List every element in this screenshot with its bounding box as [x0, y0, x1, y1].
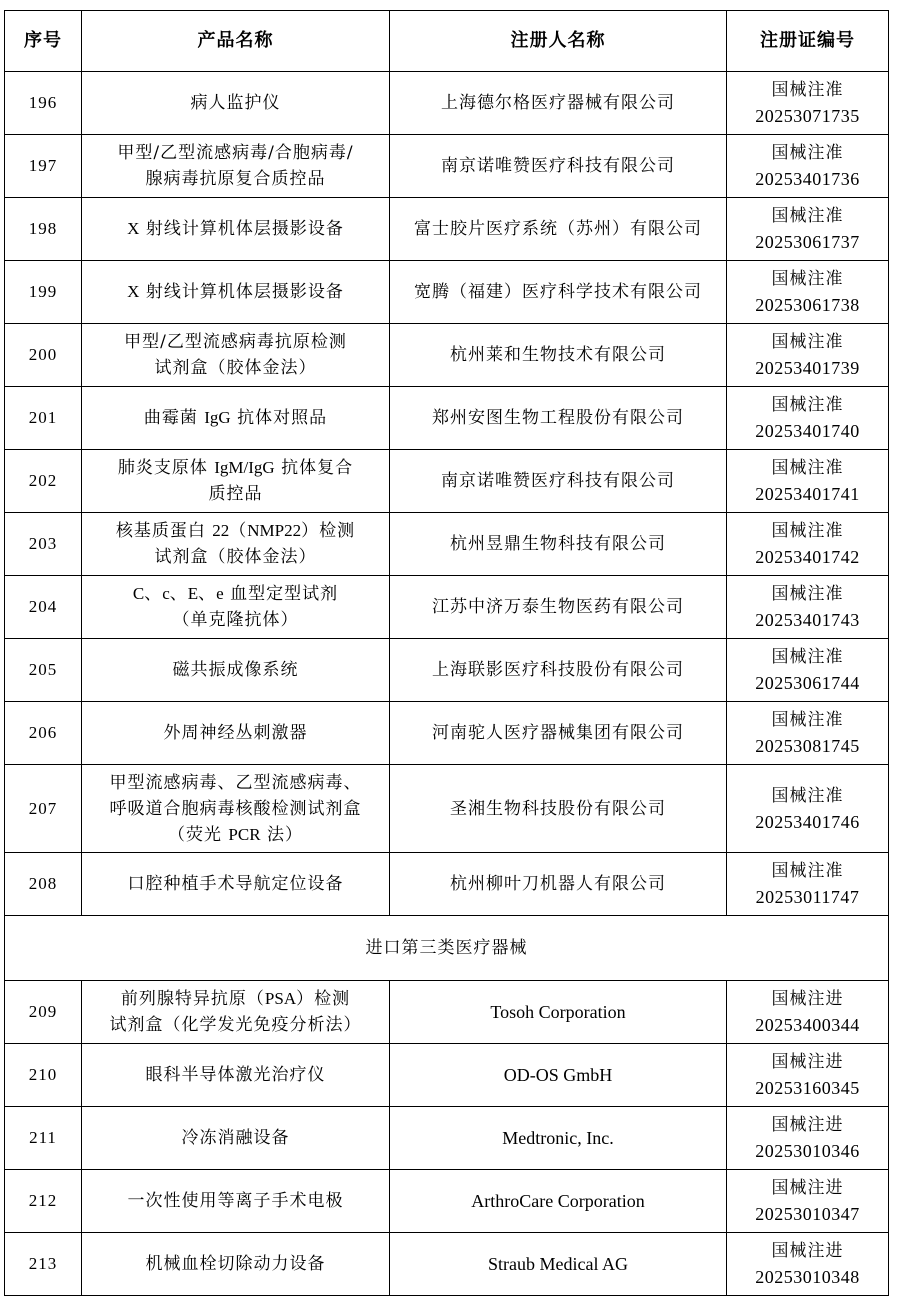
registration-table [4, 10, 889, 1296]
product-line: 甲型/乙型流感病毒抗原检测 [124, 332, 347, 352]
cert-prefix: 国械注准 [771, 647, 844, 667]
table-row [5, 765, 889, 853]
table-row [5, 198, 889, 261]
cert-prefix: 国械注准 [771, 521, 844, 541]
row-registrant: 江苏中济万泰生物医药有限公司 [390, 576, 727, 639]
latin-run: E [187, 584, 199, 603]
registrant-name: Medtronic, Inc. [502, 1127, 614, 1148]
product-line: 病人监护仪 [190, 93, 281, 113]
row-cert [727, 1233, 889, 1296]
cert-prefix: 国械注准 [771, 269, 844, 289]
row-cert [727, 1107, 889, 1170]
row-product [82, 639, 390, 702]
row-product [82, 1170, 390, 1233]
product-line: 腺病毒抗原复合质控品 [145, 169, 326, 189]
row-product [82, 261, 390, 324]
latin-run: PCR [228, 824, 261, 844]
row-registrant [390, 1170, 727, 1233]
row-product [82, 1044, 390, 1107]
row-product [82, 576, 390, 639]
registrant-name: ArthroCare Corporation [471, 1190, 645, 1211]
row-product [82, 765, 390, 853]
row-cert [727, 450, 889, 513]
header-row [5, 11, 889, 72]
row-product [82, 513, 390, 576]
row-seq: 209 [5, 981, 82, 1044]
cert-code: 20253010347 [755, 1204, 860, 1224]
cert-prefix: 国械注准 [771, 80, 844, 100]
table-row [5, 324, 889, 387]
table-row [5, 576, 889, 639]
latin-run: IgM/IgG [214, 458, 275, 477]
product-line: 眼科半导体激光治疗仪 [145, 1065, 326, 1085]
product-line: X 射线计算机体层摄影设备 [127, 282, 344, 302]
cert-code: 20253071735 [755, 106, 860, 126]
row-registrant: 南京诺唯赞医疗科技有限公司 [390, 135, 727, 198]
row-registrant: 富士胶片医疗系统（苏州）有限公司 [390, 198, 727, 261]
product-line: 试剂盒（化学发光免疫分析法） [109, 1015, 362, 1035]
row-registrant: 圣湘生物科技股份有限公司 [390, 765, 727, 853]
cert-prefix: 国械注进 [771, 1178, 844, 1198]
cert-code: 20253061738 [755, 295, 860, 315]
cert-prefix: 国械注准 [771, 143, 844, 163]
product-line: X 射线计算机体层摄影设备 [127, 219, 344, 239]
row-seq: 212 [5, 1170, 82, 1233]
cert-code: 20253160345 [755, 1078, 860, 1098]
product-line: 一次性使用等离子手术电极 [127, 1191, 344, 1211]
row-seq: 208 [5, 853, 82, 916]
cert-code: 20253401743 [755, 610, 860, 630]
section-row [5, 916, 889, 981]
row-seq: 197 [5, 135, 82, 198]
header-registrant: 注册人名称 [390, 11, 727, 72]
row-product [82, 450, 390, 513]
cert-code: 20253401746 [755, 811, 860, 832]
row-cert [727, 324, 889, 387]
row-seq: 200 [5, 324, 82, 387]
row-seq: 204 [5, 576, 82, 639]
cert-prefix: 国械注准 [771, 584, 844, 604]
cert-code: 20253401742 [755, 547, 860, 567]
product-line: 机械血栓切除动力设备 [145, 1254, 326, 1274]
row-registrant: 宽腾（福建）医疗科学技术有限公司 [390, 261, 727, 324]
latin-run: 22 [212, 521, 230, 540]
row-registrant: 杭州柳叶刀机器人有限公司 [390, 853, 727, 916]
cert-code: 20253400344 [755, 1015, 860, 1035]
row-cert [727, 1044, 889, 1107]
table-row [5, 450, 889, 513]
row-product [82, 324, 390, 387]
cert-code: 20253061737 [755, 232, 860, 252]
row-cert [727, 765, 889, 853]
registrant-name: Straub Medical AG [488, 1253, 628, 1274]
latin-run: C [132, 584, 145, 603]
latin-run: X [127, 219, 140, 238]
row-cert [727, 261, 889, 324]
row-cert [727, 72, 889, 135]
latin-run: PSA [264, 989, 297, 1008]
latin-run: e [216, 584, 224, 603]
table-row [5, 853, 889, 916]
header-seq: 序号 [5, 11, 82, 72]
cert-code: 20253401739 [755, 358, 860, 378]
cert-code: 20253061744 [755, 673, 860, 693]
header-cert: 注册证编号 [727, 11, 889, 72]
row-product [82, 387, 390, 450]
row-seq: 202 [5, 450, 82, 513]
cert-prefix: 国械注进 [771, 1115, 844, 1135]
row-registrant [390, 1233, 727, 1296]
row-registrant: 南京诺唯赞医疗科技有限公司 [390, 450, 727, 513]
row-cert [727, 135, 889, 198]
product-line: （荧光 PCR 法） [168, 824, 303, 845]
row-seq: 213 [5, 1233, 82, 1296]
row-cert [727, 198, 889, 261]
row-cert [727, 387, 889, 450]
header-product: 产品名称 [82, 11, 390, 72]
product-line: 呼吸道合胞病毒核酸检测试剂盒 [109, 798, 362, 819]
cert-prefix: 国械注进 [771, 1052, 844, 1072]
row-product [82, 1107, 390, 1170]
row-seq: 196 [5, 72, 82, 135]
product-line: 甲型流感病毒、乙型流感病毒、 [109, 772, 362, 793]
row-seq: 199 [5, 261, 82, 324]
domestic-section [5, 72, 889, 916]
row-registrant [390, 1107, 727, 1170]
product-line: 冷冻消融设备 [181, 1128, 290, 1148]
product-line: 核基质蛋白 22（NMP22）检测 [115, 521, 356, 541]
cert-prefix: 国械注准 [771, 458, 844, 478]
row-product [82, 981, 390, 1044]
latin-run: X [127, 282, 140, 301]
row-cert [727, 639, 889, 702]
row-cert [727, 576, 889, 639]
product-line: 肺炎支原体 IgM/IgG 抗体复合 [117, 458, 354, 478]
row-product [82, 135, 390, 198]
product-line: 口腔种植手术导航定位设备 [127, 874, 344, 894]
cert-code: 20253010346 [755, 1141, 860, 1161]
row-cert [727, 1170, 889, 1233]
cert-prefix: 国械注进 [771, 1241, 844, 1261]
row-seq: 210 [5, 1044, 82, 1107]
import-section-header [5, 916, 889, 981]
cert-code: 20253011747 [755, 887, 860, 907]
cert-code: 20253401736 [755, 169, 860, 189]
row-seq: 201 [5, 387, 82, 450]
cert-prefix: 国械注准 [771, 861, 844, 881]
cert-prefix: 国械注准 [771, 785, 844, 806]
row-product [82, 853, 390, 916]
row-seq: 205 [5, 639, 82, 702]
product-line: 甲型/乙型流感病毒/合胞病毒/ [117, 143, 354, 163]
cert-prefix: 国械注准 [771, 332, 844, 352]
product-line: 曲霉菌 IgG 抗体对照品 [143, 408, 328, 428]
row-product [82, 702, 390, 765]
table-row [5, 981, 889, 1044]
row-seq: 206 [5, 702, 82, 765]
cert-prefix: 国械注准 [771, 710, 844, 730]
row-seq: 198 [5, 198, 82, 261]
product-line: （单克隆抗体） [172, 610, 299, 630]
row-registrant: 上海联影医疗科技股份有限公司 [390, 639, 727, 702]
row-registrant: 杭州莱和生物技术有限公司 [390, 324, 727, 387]
cert-prefix: 国械注准 [771, 395, 844, 415]
row-cert [727, 702, 889, 765]
row-cert [727, 981, 889, 1044]
table-row [5, 1170, 889, 1233]
import-section [5, 981, 889, 1296]
row-product [82, 72, 390, 135]
row-seq: 211 [5, 1107, 82, 1170]
row-seq: 203 [5, 513, 82, 576]
row-registrant: 河南驼人医疗器械集团有限公司 [390, 702, 727, 765]
latin-run: IgG [204, 408, 231, 427]
row-registrant [390, 1044, 727, 1107]
registrant-name: Tosoh Corporation [490, 1001, 626, 1022]
row-registrant: 郑州安图生物工程股份有限公司 [390, 387, 727, 450]
table-row [5, 72, 889, 135]
latin-run: c [162, 584, 170, 603]
table-row [5, 702, 889, 765]
product-line: C、c、E、e 血型定型试剂 [132, 584, 339, 604]
product-line: 外周神经丛刺激器 [163, 723, 308, 743]
cert-code: 20253401740 [755, 421, 860, 441]
table-row [5, 135, 889, 198]
table-row [5, 639, 889, 702]
product-line: 前列腺特异抗原（PSA）检测 [120, 989, 351, 1009]
row-product [82, 1233, 390, 1296]
cert-code: 20253081745 [755, 736, 860, 756]
table-row [5, 1107, 889, 1170]
row-registrant: 杭州昱鼎生物科技有限公司 [390, 513, 727, 576]
table-row [5, 1044, 889, 1107]
table-row [5, 261, 889, 324]
row-seq: 207 [5, 765, 82, 853]
row-cert [727, 513, 889, 576]
table-row [5, 1233, 889, 1296]
product-line: 质控品 [208, 484, 263, 504]
cert-code: 20253010348 [755, 1267, 860, 1287]
table-row [5, 387, 889, 450]
row-cert [727, 853, 889, 916]
product-line: 试剂盒（胶体金法） [154, 358, 317, 378]
cert-prefix: 国械注进 [771, 989, 844, 1009]
cert-code: 20253401741 [755, 484, 860, 504]
cert-prefix: 国械注准 [771, 206, 844, 226]
section-title: 进口第三类医疗器械 [5, 916, 889, 981]
table-row [5, 513, 889, 576]
row-registrant [390, 981, 727, 1044]
row-registrant: 上海德尔格医疗器械有限公司 [390, 72, 727, 135]
product-line: 试剂盒（胶体金法） [154, 547, 317, 567]
latin-run: NMP22 [247, 521, 302, 540]
registrant-name: OD-OS GmbH [503, 1064, 613, 1085]
product-line: 磁共振成像系统 [172, 660, 299, 680]
row-product [82, 198, 390, 261]
